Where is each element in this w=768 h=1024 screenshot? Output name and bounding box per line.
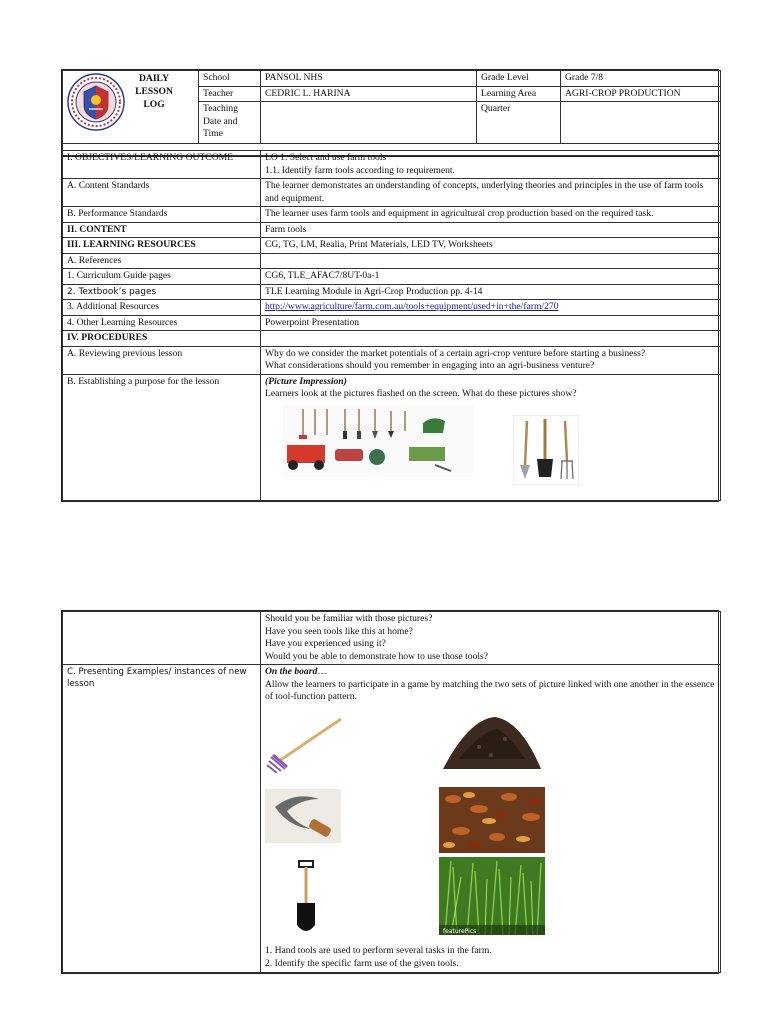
- additional-resources-cell: [261, 300, 721, 316]
- content-standards-value: The learner demonstrates an understanding of concepts, underlying theories and principles in the use of farm tools and equipment.: [261, 179, 721, 207]
- curriculum-guide-value: CG6, TLE_AFAC7/8UT-0a-1: [261, 269, 721, 285]
- rake-image: [265, 717, 345, 773]
- farm-tools-collage-image: [283, 405, 473, 477]
- soil-image: [439, 709, 545, 775]
- procedures-value: [261, 331, 721, 347]
- quarter-label: Quarter: [477, 102, 561, 144]
- performance-standards-value: The learner uses farm tools and equipment in agricultural crop production based on the required task.: [261, 207, 721, 223]
- content-label: II. CONTENT: [63, 222, 261, 238]
- reviewing-value: Why do we consider the market potentials of a certain agri-crop venture before starting a business? What considerations should you remember in engaging into an agri-business venture?: [261, 346, 721, 374]
- procedures-label: IV. PROCEDURES: [63, 331, 261, 347]
- logo-cell: [63, 71, 199, 144]
- learning-resources-value: CG, TG, LM, Realia, Print Materials, LED TV, Worksheets: [261, 238, 721, 254]
- note-1: 1. Hand tools are used to perform several tasks in the farm.: [265, 945, 492, 956]
- school-value: PANSOL NHS: [261, 71, 477, 87]
- purpose-cell: [261, 374, 721, 500]
- board-ellipsis: …: [317, 666, 327, 677]
- dry-leaves-image: [439, 787, 545, 853]
- performance-standards-label: B. Performance Standards: [63, 207, 261, 223]
- featurepics-watermark: featurePics: [443, 928, 477, 935]
- purpose-label: B. Establishing a purpose for the lesson: [63, 374, 261, 500]
- daily-lesson-log-title: DAILY LESSON LOG: [135, 73, 173, 110]
- purpose-heading: (Picture Impression): [265, 375, 347, 387]
- objectives-label: I. OBJECTIVES/LEARNING OUTCOME: [63, 151, 261, 179]
- presenting-examples-cell: [261, 665, 721, 973]
- quarter-value: [561, 102, 721, 144]
- board-text: Allow the learners to participate in a game by matching the two sets of picture linked with one another in the essence of tool-function pattern.: [265, 678, 715, 702]
- textbook-pages-value: TLE Learning Module in Agri-Crop Production pp. 4-14: [261, 284, 721, 300]
- shovel-image: [291, 859, 321, 937]
- area-label: Learning Area: [477, 86, 561, 102]
- questions-value: Should you be familiar with those pictures? Have you seen tools like this at home? Have you experienced using it? Would you be able to demonstrate how to use those tools?: [261, 612, 721, 665]
- grade-value: Grade 7/8: [561, 71, 721, 87]
- content-value: Farm tools: [261, 222, 721, 238]
- learning-resources-label: III. LEARNING RESOURCES: [63, 238, 261, 254]
- header-table: [61, 69, 719, 157]
- teacher-value: CEDRIC L. HARINA: [261, 86, 477, 102]
- references-value: [261, 253, 721, 269]
- grass-image: [439, 857, 545, 935]
- objectives-value: LO 1. Select and use farm tools 1.1. Identify farm tools according to requirement.: [261, 151, 721, 179]
- purpose-value: Learners look at the pictures flashed on the screen. What do these pictures show?: [265, 388, 577, 399]
- other-resources-label: 4. Other Learning Resources: [63, 315, 261, 331]
- grade-label: Grade Level: [477, 71, 561, 87]
- teaching-date-label: Teaching Date and Time: [199, 102, 261, 144]
- presenting-examples-label: C. Presenting Examples/ instances of new lesson: [63, 665, 261, 973]
- sickle-image: [265, 789, 341, 843]
- area-value: AGRI-CROP PRODUCTION: [561, 86, 721, 102]
- deped-seal-icon: [67, 73, 125, 131]
- lesson-table-continued: [61, 610, 719, 974]
- lesson-table: [61, 150, 719, 502]
- additional-resources-link[interactable]: http://www.agriculture/farm.com.au/tools+equipment/used+in+the/farm/270: [265, 301, 559, 312]
- reviewing-label: A. Reviewing previous lesson: [63, 346, 261, 374]
- teacher-label: Teacher: [199, 86, 261, 102]
- questions-label: [63, 612, 261, 665]
- note-2: 2. Identify the specific farm use of the given tools.: [265, 957, 459, 969]
- school-label: School: [199, 71, 261, 87]
- additional-resources-label: 3. Additional Resources: [63, 300, 261, 316]
- content-standards-label: A. Content Standards: [63, 179, 261, 207]
- curriculum-guide-label: 1. Curriculum Guide pages: [63, 269, 261, 285]
- board-heading: On the board: [265, 666, 318, 677]
- shovel-spade-fork-image: [513, 415, 579, 485]
- other-resources-value: Powerpoint Presentation: [261, 315, 721, 331]
- textbook-pages-label: 2. Textbook’s pages: [63, 284, 261, 300]
- teaching-date-value: [261, 102, 477, 144]
- references-label: A. References: [63, 253, 261, 269]
